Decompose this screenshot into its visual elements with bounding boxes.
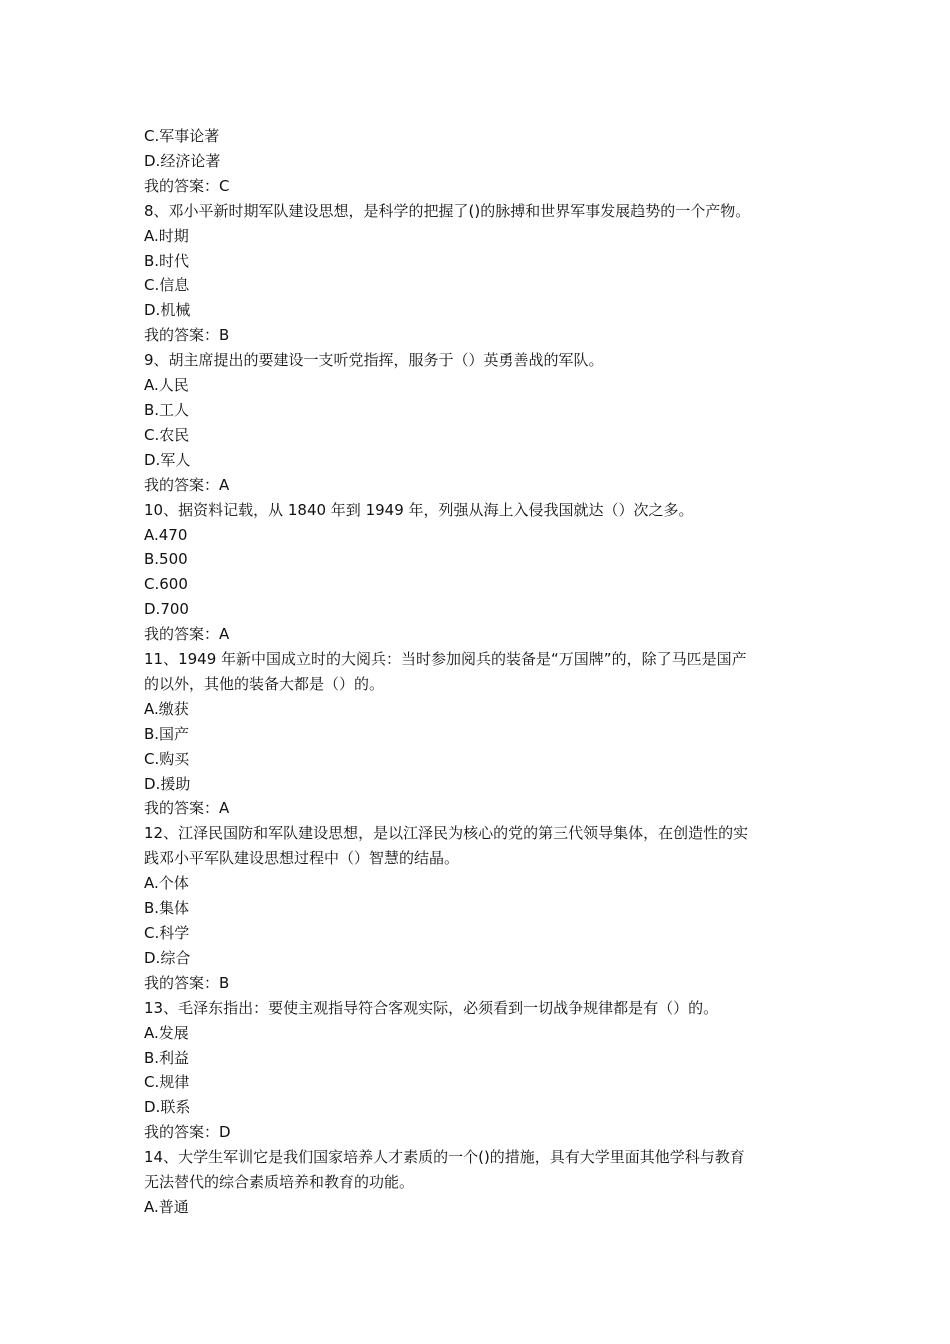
option-a: A.个体: [144, 874, 189, 893]
my-answer: 我的答案：D: [144, 1123, 231, 1142]
option-c: C.科学: [144, 924, 190, 942]
option-c: C.信息: [144, 276, 190, 295]
question-10: 10、据资料记载，从 1840 年到 1949 年，列强从海上入侵我国就达（）次之多。: [144, 500, 694, 519]
my-answer: 我的答案：B: [144, 973, 230, 992]
option-d: D.机械: [144, 301, 191, 320]
option-d: D.军人: [144, 450, 191, 469]
option-c: C.农民: [144, 425, 190, 444]
my-answer: 我的答案：A: [144, 799, 230, 818]
option-b: B.工人: [144, 400, 190, 419]
option-a: A.发展: [144, 1023, 189, 1042]
question-11-line-2: 的以外，其他的装备大都是（）的。: [144, 674, 385, 693]
question-14-line-2: 无法替代的综合素质培养和教育的功能。: [144, 1173, 415, 1192]
document-page: [144, 124, 814, 1220]
question-14-line-1: 14、大学生军训它是我们国家培养人才素质的一个()的措施，具有大学里面其他学科与教育: [144, 1148, 745, 1167]
my-answer: 我的答案：C: [144, 176, 230, 195]
option-c: C.600: [144, 575, 188, 594]
my-answer: 我的答案：A: [144, 475, 230, 494]
option-a: A.人民: [144, 376, 189, 395]
option-b: B.利益: [144, 1048, 190, 1067]
option-c: C.购买: [144, 749, 190, 768]
option-c: C.规律: [144, 1073, 190, 1092]
option-a: A.470: [144, 525, 188, 544]
question-12-line-1: 12、江泽民国防和军队建设思想，是以江泽民为核心的党的第三代领导集体，在创造性的实: [144, 824, 749, 843]
question-8: 8、邓小平新时期军队建设思想，是科学的把握了()的脉搏和世界军事发展趋势的一个产物。: [144, 201, 751, 220]
question-13: 13、毛泽东指出：要使主观指导符合客观实际，必须看到一切战争规律都是有（）的。: [144, 998, 719, 1017]
option-a: A.时期: [144, 226, 189, 245]
question-11-line-1: 11、1949 年新中国成立时的大阅兵：当时参加阅兵的装备是“万国牌”的，除了马匹是国产: [144, 650, 747, 669]
option-d: D.联系: [144, 1098, 191, 1117]
option-b: B.国产: [144, 724, 190, 743]
my-answer: 我的答案：B: [144, 326, 230, 345]
option-d: D.经济论著: [144, 151, 221, 170]
option-b: B.集体: [144, 899, 190, 918]
question-9: 9、胡主席提出的要建设一支听党指挥，服务于（）英勇善战的军队。: [144, 351, 604, 370]
option-a: A.普通: [144, 1197, 189, 1216]
option-d: D.综合: [144, 948, 191, 967]
option-d: D.援助: [144, 774, 191, 793]
option-b: B.500: [144, 550, 188, 569]
option-c: C.军事论著: [144, 127, 220, 145]
option-a: A.缴获: [144, 699, 189, 718]
my-answer: 我的答案：A: [144, 625, 230, 644]
option-b: B.时代: [144, 251, 190, 270]
question-12-line-2: 践邓小平军队建设思想过程中（）智慧的结晶。: [144, 849, 460, 868]
option-d: D.700: [144, 600, 189, 619]
